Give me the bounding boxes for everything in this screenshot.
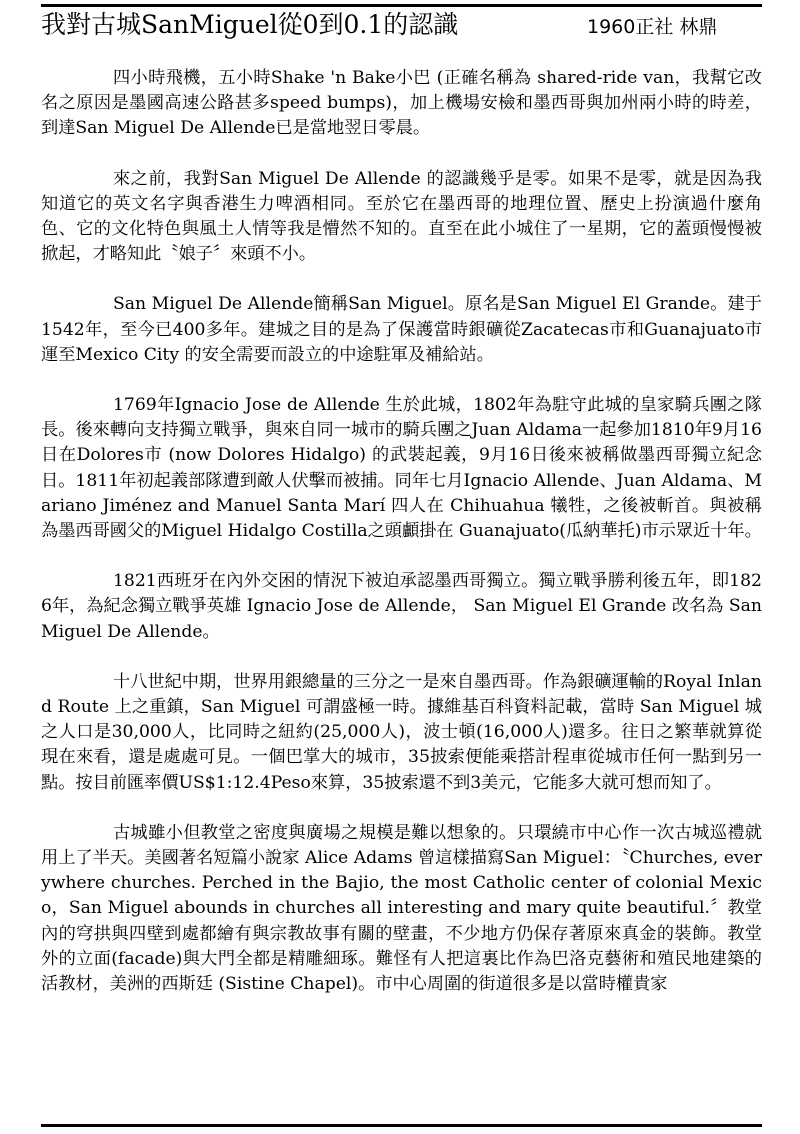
document-body (41, 66, 762, 997)
document-page (41, 0, 762, 1134)
paragraph-6: 十八世紀中期，世界用銀總量的三分之一是來自墨西哥。作為銀礦運輸的Royal Inland Route 上之重鎮，San Miguel 可謂盛極一時。據維基百科資料記載，當時 San Miguel 城之人口是30,000人，比同時之紐約(25,000人)，波士頓(16,000人)還多。往日之繁華就算從現在來看，還是處處可見。一個巴掌大的城市，35披索便能乘搭計程車從城市任何一點到另一點。按目前匯率價US$1:12.4Peso來算，35披索還不到3美元，它能多大就可想而知了。 (41, 671, 762, 793)
document-title: 我對古城SanMiguel從0到0.1的認識 (41, 10, 459, 39)
paragraph-7: 古城雖小但教堂之密度與廣場之規模是難以想象的。只環繞市中心作一次古城巡禮就用上了半天。美國著名短篇小說家 Alice Adams 曾這樣描寫San Miguel：〝Churches, everywhere churches. Perched in the Bajio, the most Catholic center of colonial Mexico，San Miguel abounds in churches all interesting and mary quite beautiful.〞教堂內的穹拱與四壁到處都繪有與宗教故事有關的壁畫，不少地方仍保存著原來真金的裝飾。教堂外的立面(facade)與大門全都是精雕細琢。難怪有人把這裏比作為巴洛克藝術和殖民地建築的活教材，美洲的西斯廷 (Sistine Chapel)。市中心周圍的街道很多是以當時權貴家 (41, 822, 762, 995)
top-rule (41, 4, 762, 7)
paragraph-4: 1769年Ignacio Jose de Allende 生於此城，1802年為駐守此城的皇家騎兵團之隊長。後來轉向支持獨立戰爭，與來自同一城市的騎兵團之Juan Aldama一起參加1810年9月16日在Dolores市 (now Dolores Hidalgo) 的武裝起義，9月16日後來被稱做墨西哥獨立紀念日。1811年初起義部隊遭到敵人伏擊而被捕。同年七月Ignacio Allende、Juan Aldama、Mariano Jiménez and Manuel Santa Marí 四人在 Chihuahua 犧牲，之後被斬首。與被稱為墨西哥國父的Miguel Hidalgo Costilla之頭顱掛在 Guanajuato(瓜納華托)市示眾近十年。 (41, 395, 762, 542)
paragraph-1: 四小時飛機，五小時Shake 'n Bake小巴 (正確名稱為 shared-ride van，我幫它改名之原因是墨國高速公路甚多speed bumps)，加上機場安檢和墨西哥與加州兩小時的時差，到達San Miguel De Allende已是當地翌日零晨。 (41, 68, 762, 139)
paragraph-3: San Miguel De Allende簡稱San Miguel。原名是San Miguel El Grande。建于1542年，至今已400多年。建城之目的是為了保護當時銀礦從Zacatecas市和Guanajuato市運至Mexico City 的安全需要而設立的中途駐軍及補給站。 (41, 294, 762, 365)
document-header (41, 9, 762, 43)
document-author: 1960正社 林鼎 (587, 16, 718, 38)
paragraph-5: 1821西班牙在內外交困的情況下被迫承認墨西哥獨立。獨立戰爭勝利後五年，即1826年，為紀念獨立戰爭英雄 Ignacio Jose de Allende， San Miguel El Grande 改名為 San Miguel De Allende。 (41, 571, 762, 642)
paragraph-2: 來之前，我對San Miguel De Allende 的認識幾乎是零。如果不是零，就是因為我知道它的英文名字與香港生力啤酒相同。至於它在墨西哥的地理位置、歷史上扮演過什麼角色、它的文化特色與風土人情等我是懵然不知的。直至在此小城住了一星期，它的蓋頭慢慢被掀起，才略知此〝娘子〞來頭不小。 (41, 168, 762, 265)
bottom-rule (41, 1124, 762, 1127)
